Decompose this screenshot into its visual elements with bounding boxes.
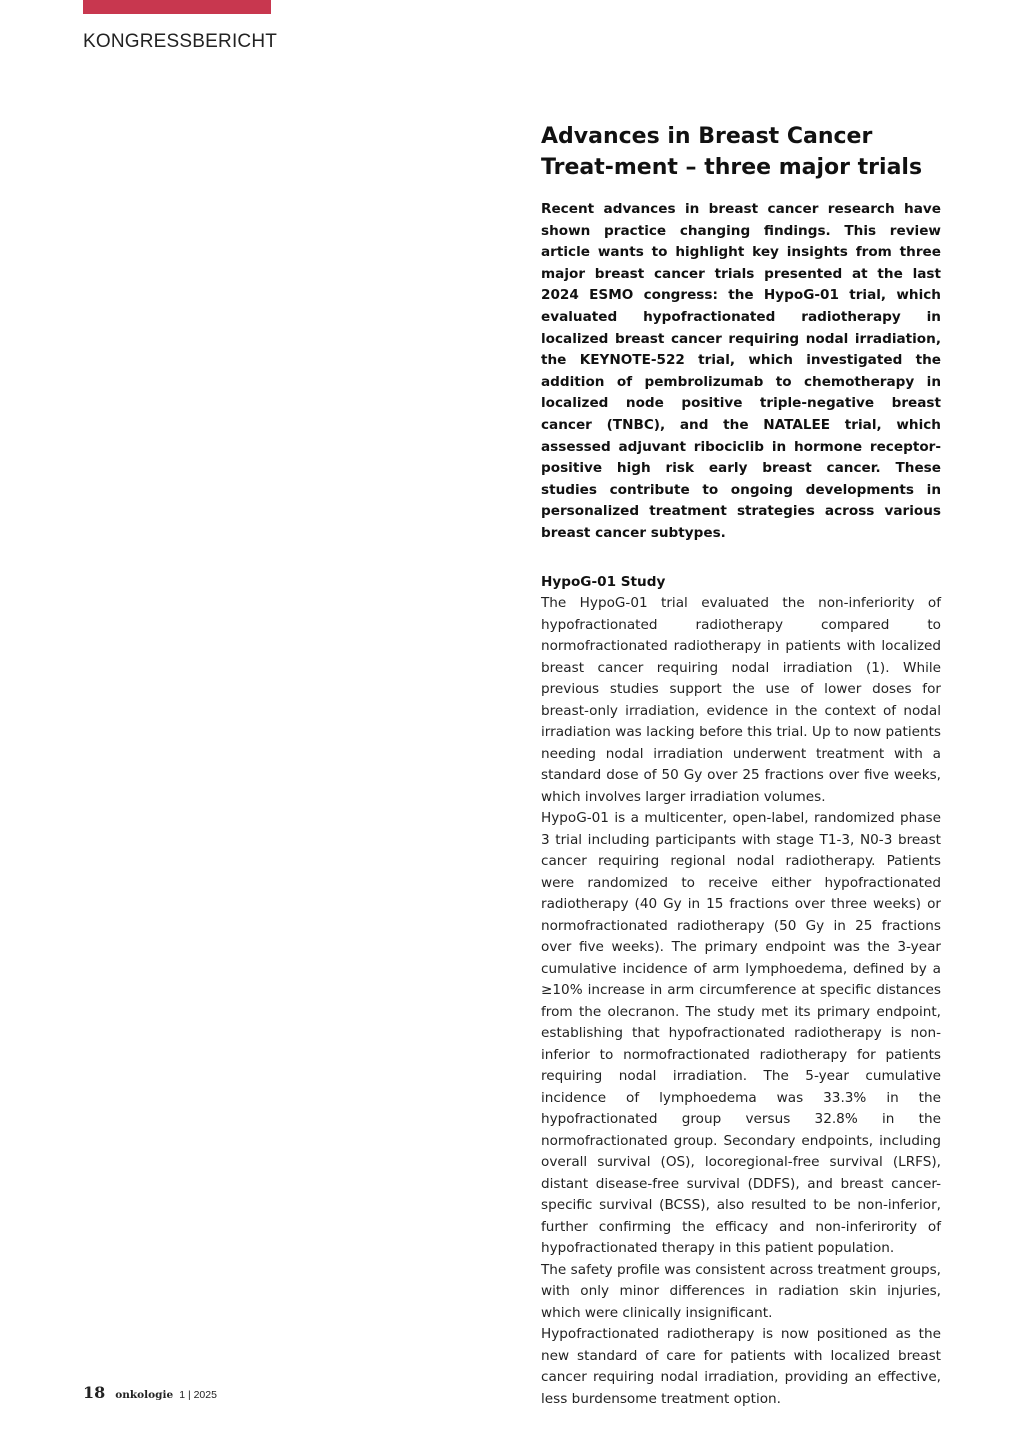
paragraph: The safety profile was consistent across treatment groups, with only minor differences in radiation skin injuries, which were clinically insignificant. (541, 1261, 941, 1321)
section-label: KONGRESSBERICHT (83, 31, 278, 52)
journal-name: onkologie (115, 1389, 174, 1401)
article-abstract: Recent advances in breast cancer research have shown practice changing findings. This review article wants to highlight key insights from three major breast cancer trials presented at the last 2024 ESMO congress: the HypoG-01 trial, which evaluated hypofractionated radiotherapy in localized breast cancer requiring nodal irradiation, the KEYNOTE-522 trial, which investigated the addition of pembrolizumab to chemotherapy in localized node positive triple-negative breast cancer (TNBC), and the NATALEE trial, which assessed adjuvant ribociclib in hormone receptor-positive high risk early breast cancer. These studies contribute to ongoing developments in personalized treatment strategies across various breast cancer subtypes. (541, 201, 941, 541)
page-footer (83, 1383, 217, 1402)
article (541, 121, 941, 1410)
paragraph: Hypofractionated radiotherapy is now positioned as the new standard of care for patients with localized breast cancer requiring nodal irradiation, providing an effective, less burdensome treatment option. (541, 1326, 941, 1407)
article-body (541, 593, 941, 1410)
section-heading: HypoG-01 Study (541, 573, 666, 590)
article-title: Advances in Breast Cancer Treat-ment – three major trials (541, 124, 923, 180)
issue-info: 1 | 2025 (179, 1389, 217, 1401)
page-number: 18 (83, 1383, 106, 1402)
paragraph: The HypoG-01 trial evaluated the non-inferiority of hypofractionated radiotherapy compared to normofractionated radiotherapy in patients with localized breast cancer requiring nodal irradiation (1). While previous studies support the use of lower doses for breast-only irradiation, evidence in the context of nodal irradiation was lacking before this trial. Up to now patients needing nodal irradiation underwent treatment with a standard dose of 50 Gy over 25 fractions over five weeks, which involves larger irradiation volumes. (541, 595, 941, 805)
header-accent-bar (83, 0, 271, 14)
paragraph: HypoG-01 is a multicenter, open-label, randomized phase 3 trial including participants with stage T1-3, N0-3 breast cancer requiring regional nodal radiotherapy. Patients were randomized to receive either hypofractionated radiotherapy (40 Gy in 15 fractions over three weeks) or normofractionated radiotherapy (50 Gy in 25 fractions over five weeks). The primary endpoint was the 3-year cumulative incidence of arm lymphoedema, defined by a ≥10% increase in arm circumference at specific distances from the olecranon. The study met its primary endpoint, establishing that hypofractionated radiotherapy is non-inferior to normofractionated radiotherapy for patients requiring nodal irradiation. The 5-year cumulative incidence of lymphoedema was 33.3% in the hypofractionated group versus 32.8% in the normofractionated group. Secondary endpoints, including overall survival (OS), locoregional-free survival (LRFS), distant disease-free survival (DDFS), and breast cancer-specific survival (BCSS), also resulted to be non-inferior, further confirming the efficacy and non-inferirority of hypofractionated therapy in this patient population. (541, 810, 941, 1257)
